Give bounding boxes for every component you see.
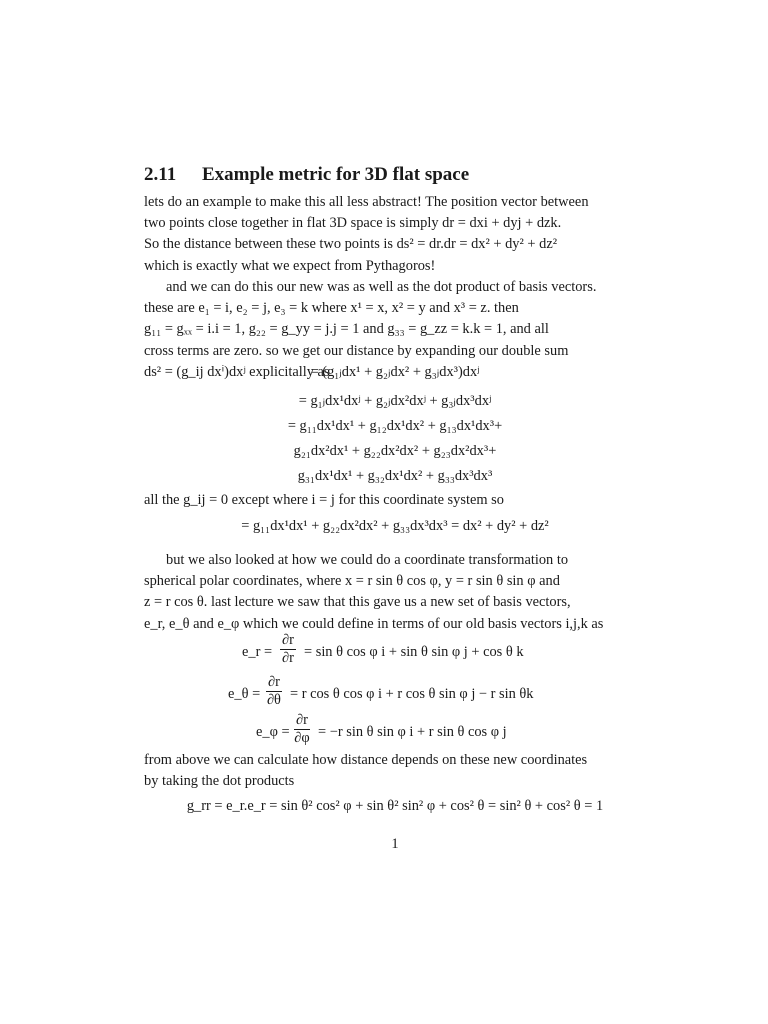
equation-lhs: e_r = [242, 644, 273, 660]
numerator: ∂r [296, 712, 308, 728]
paragraph-diagonal [144, 490, 646, 511]
equation-e-r [144, 632, 646, 674]
text-line: from above we can calculate how distance depends on these new coordinates [144, 752, 588, 768]
section-number: 2.11 [144, 164, 177, 185]
section-heading [144, 164, 469, 186]
text-line: g₁₁ = gₓₓ = i.i = 1, g₂₂ = g_yy = j.j = 1 and g₃₃ = g_zz = k.k = 1, and all [144, 321, 549, 338]
denominator: ∂r [282, 650, 294, 666]
equation-expand-5: g₃₁dx¹dx¹ + g₃₂dx¹dx² + g₃₃dx³dx³ [297, 468, 493, 484]
denominator: ∂θ [266, 692, 281, 708]
fraction [266, 674, 282, 709]
text-line: So the distance between these two points is ds² = dr.dr = dx² + dy² + dz² [144, 236, 558, 253]
text-line: and we can do this our new was as well as the dot product of basis vectors. [166, 279, 597, 295]
equation-expand-1: = (g₁ⱼdx¹ + g₂ⱼdx² + g₃ⱼdx³)dxʲ [310, 364, 480, 380]
denominator: ∂φ [294, 730, 310, 746]
numerator: ∂r [268, 674, 280, 690]
numerator: ∂r [282, 632, 294, 648]
fraction [280, 632, 296, 667]
equation-e-theta [144, 674, 646, 716]
text-line: which is exactly what we expect from Pythagoros! [144, 257, 436, 274]
document-page [144, 0, 646, 1024]
text-line: spherical polar coordinates, where x = r sin θ cos φ, y = r sin θ sin φ and [144, 573, 560, 590]
equation-g-rr: g_rr = e_r.e_r = sin θ² cos² φ + sin θ² sin² φ + cos² θ = sin² θ + cos² θ = 1 [186, 798, 604, 814]
paragraph-dot-products [144, 750, 646, 792]
page-number: 1 [391, 836, 399, 852]
equation-e-phi [144, 712, 646, 754]
equation-lhs: e_θ = [228, 686, 261, 702]
equation-lhs: e_φ = [256, 724, 290, 740]
text-line: these are e₁ = i, e₂ = j, e₃ = k where x¹ = x, x² = y and x³ = z. then [144, 300, 519, 317]
fraction [294, 712, 310, 747]
section-title: Example metric for 3D flat space [202, 164, 470, 185]
text-line: e_r, e_θ and e_φ which we could define in terms of our old basis vectors i,j,k as [144, 615, 604, 632]
text-line: lets do an example to make this all less abstract! The position vector between [144, 194, 589, 210]
equation-expand-4: g₂₁dx²dx¹ + g₂₂dx²dx² + g₂₃dx²dx³+ [293, 443, 497, 459]
text-line: two points close together in flat 3D space is simply dr = dxi + dyj + dzk. [144, 215, 562, 232]
text-line: cross terms are zero. so we get our distance by expanding our double sum [144, 342, 569, 359]
equation-rhs: = sin θ cos φ i + sin θ sin φ j + cos θ k [304, 644, 524, 660]
equation-rhs: = −r sin θ sin φ i + r sin θ cos φ j [318, 724, 507, 740]
paragraph-spherical [144, 550, 646, 635]
equation-rhs: = r cos θ cos φ i + r cos θ sin φ j − r sin θk [290, 686, 534, 702]
text-line: all the g_ij = 0 except where i = j for this coordinate system so [144, 492, 504, 508]
text-line: z = r cos θ. last lecture we saw that this gave us a new set of basis vectors, [144, 594, 571, 611]
text-line: by taking the dot products [144, 773, 295, 790]
paragraph-intro [144, 192, 646, 277]
equation-distance: = g₁₁dx¹dx¹ + g₂₂dx²dx² + g₃₃dx³dx³ = dx² + dy² + dz² [241, 518, 549, 534]
text-line: but we also looked at how we could do a coordinate transformation to [166, 552, 569, 568]
text-line: ds² = (g_ij dxⁱ)dxʲ explicitally as [144, 363, 330, 380]
equation-expand-2: = g₁ⱼdx¹dxʲ + g₂ⱼdx²dxʲ + g₃ⱼdx³dxʲ [298, 393, 492, 409]
equation-expand-3: = g₁₁dx¹dx¹ + g₁₂dx¹dx² + g₁₃dx¹dx³+ [287, 418, 503, 434]
